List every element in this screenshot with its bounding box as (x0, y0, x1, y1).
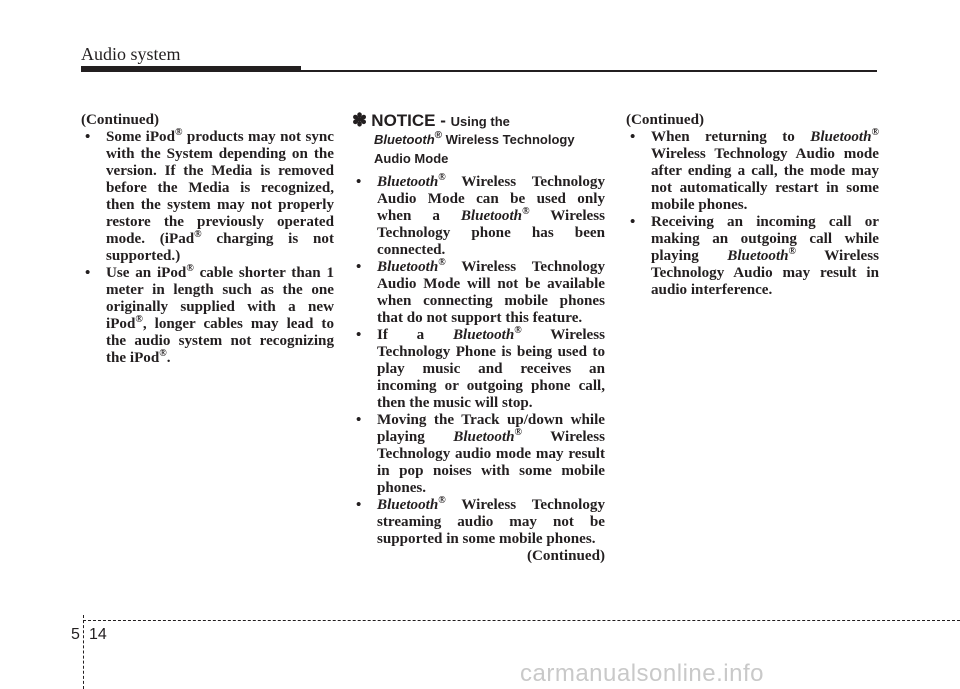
bullet-bt-unavailable: • Bluetooth® Wireless Technology Audio Mode will not be available when connecting mobile phones that do not support this feature. (352, 259, 605, 327)
bullet-bt-connected: • Bluetooth® Wireless Technology Audio Mode can be used only when a Bluetooth® Wireless Technology phone has been connected. (352, 174, 605, 259)
notice-star-icon: ✽ (352, 110, 368, 130)
continued-label-bottom: (Continued) (527, 548, 605, 564)
bullet-bt-returning: • When returning to Bluetooth® Wireless Technology Audio mode after ending a call, the mode may not automatically restart in some mobile phones. (626, 129, 879, 214)
bullet-ipod-cable: • Use an iPod® cable shorter than 1 meter in length such as the one originally supplied with a new iPod®, longer cables may lead to the audio system not recognizing the iPod®. (81, 265, 334, 367)
watermark-text: carmanualsonline.info (520, 660, 764, 687)
page-number: 14 (89, 626, 107, 643)
bullet-bt-streaming: • Bluetooth® Wireless Technology streaming audio may not be supported in some mobile phones. (352, 497, 605, 548)
continued-label-right: (Continued) (626, 112, 704, 128)
footer-divider (83, 615, 84, 689)
continued-label: (Continued) (81, 112, 159, 128)
column-middle (352, 112, 605, 565)
notice-heading: ✽ NOTICE - Using the Bluetooth® Wireless Technology Audio Mode (352, 110, 575, 166)
bullet-bt-track-noise: • Moving the Track up/down while playing Bluetooth® Wireless Technology audio mode may result in pop noises with some mobile phones. (352, 412, 605, 497)
page-header-title: Audio system (81, 44, 181, 64)
bullet-bt-call-stop: • If a Bluetooth® Wireless Technology Phone is being used to play music and receives an incoming or outgoing phone call, then the music will stop. (352, 327, 605, 412)
bullet-ipod-sync: • Some iPod® products may not sync with the System depending on the version. If the Media is removed before the Media is recognized, then the system may not properly restore the previously operated mode. (iPad® charging is not supported.) (81, 129, 334, 265)
column-left (81, 112, 334, 367)
column-right (626, 112, 879, 299)
footer-rule (83, 620, 960, 621)
header-rule-thin (300, 70, 877, 72)
section-number: 5 (71, 626, 80, 643)
header-rule-thick (81, 66, 301, 72)
bullet-bt-interference: • Receiving an incoming call or making an outgoing call while playing Bluetooth® Wireless Technology Audio may result in audio interference. (626, 214, 879, 299)
